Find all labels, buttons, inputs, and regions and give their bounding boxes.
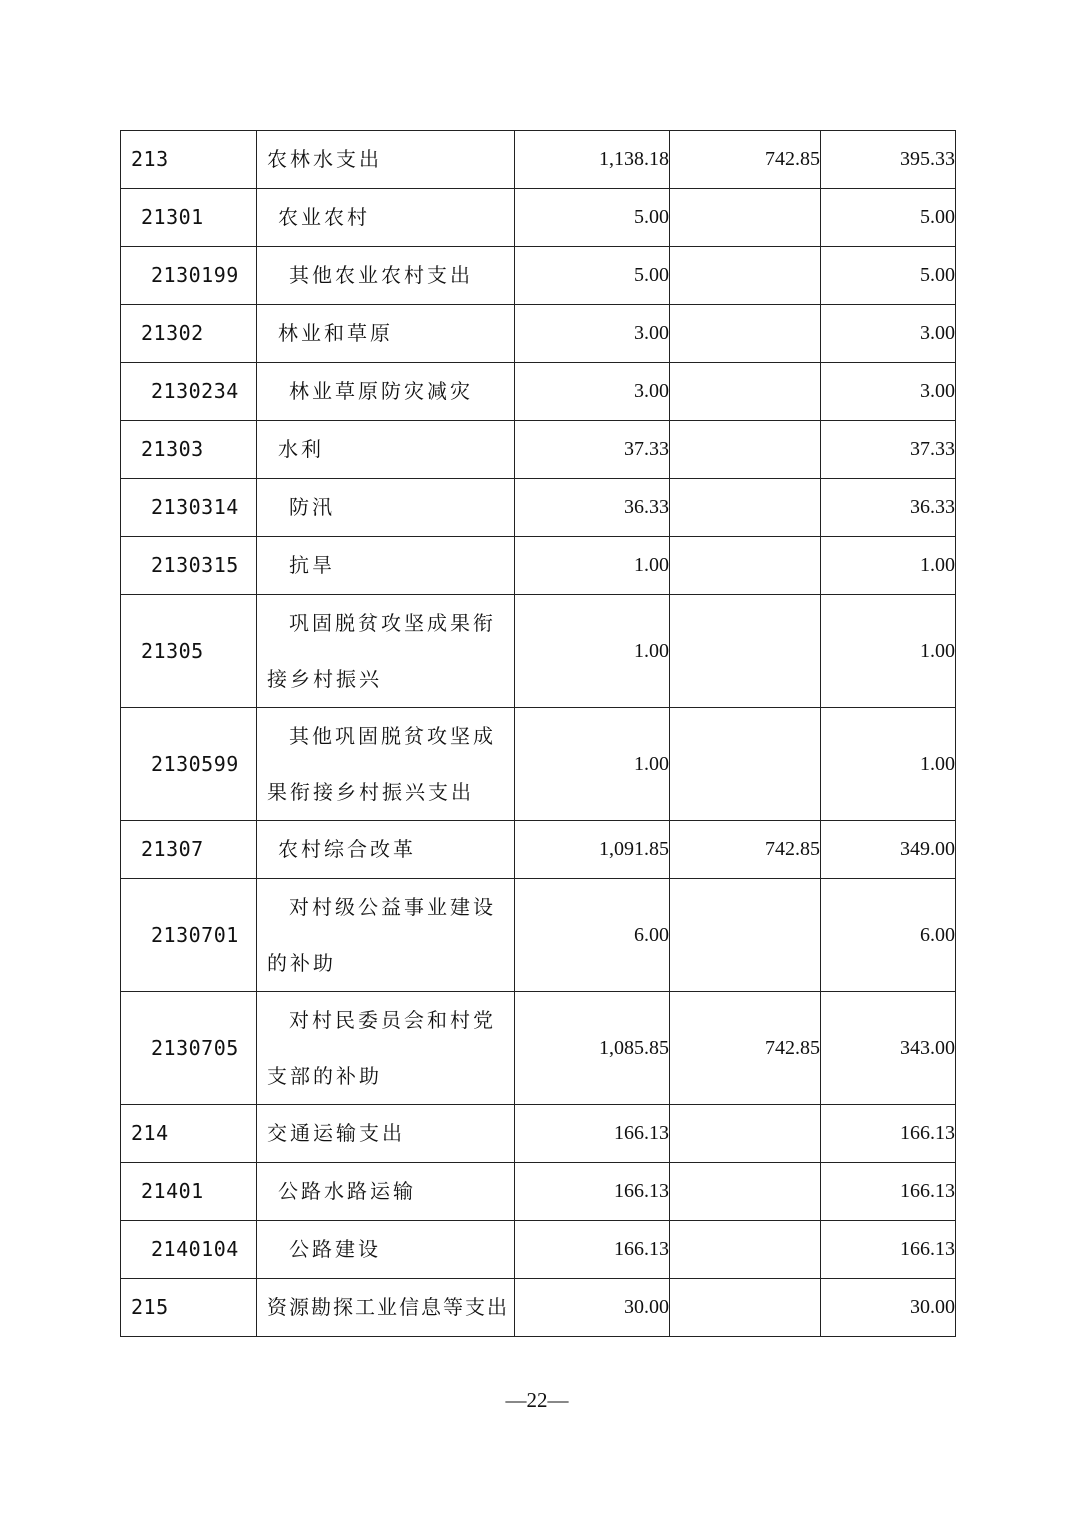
total-amount: 166.13 [515, 1105, 670, 1163]
subject-code: 215 [121, 1279, 257, 1337]
total-amount: 1.00 [515, 708, 670, 821]
basic-amount [670, 421, 821, 479]
project-amount: 36.33 [821, 479, 956, 537]
project-amount: 166.13 [821, 1105, 956, 1163]
table-row [121, 479, 956, 537]
subject-code: 2130599 [121, 708, 257, 821]
basic-amount: 742.85 [670, 131, 821, 189]
basic-amount [670, 537, 821, 595]
subject-code: 21307 [121, 821, 257, 879]
project-amount: 343.00 [821, 992, 956, 1105]
total-amount: 166.13 [515, 1221, 670, 1279]
table-row [121, 189, 956, 247]
basic-amount [670, 189, 821, 247]
subject-code: 21305 [121, 595, 257, 708]
subject-name: 农业农村 [257, 189, 515, 247]
subject-name: 其他农业农村支出 [257, 247, 515, 305]
project-amount: 3.00 [821, 305, 956, 363]
total-amount: 1,091.85 [515, 821, 670, 879]
total-amount: 3.00 [515, 363, 670, 421]
page-number: —22— [505, 1388, 569, 1412]
subject-name [257, 992, 515, 1105]
basic-amount [670, 595, 821, 708]
subject-code: 2130701 [121, 879, 257, 992]
project-amount: 6.00 [821, 879, 956, 992]
table-row [121, 247, 956, 305]
basic-amount: 742.85 [670, 821, 821, 879]
subject-name: 资源勘探工业信息等支出 [257, 1279, 515, 1337]
table-row [121, 1221, 956, 1279]
basic-amount: 742.85 [670, 992, 821, 1105]
basic-amount [670, 1163, 821, 1221]
project-amount: 5.00 [821, 189, 956, 247]
total-amount: 37.33 [515, 421, 670, 479]
project-amount: 349.00 [821, 821, 956, 879]
project-amount: 3.00 [821, 363, 956, 421]
subject-code: 2130314 [121, 479, 257, 537]
basic-amount [670, 305, 821, 363]
subject-name-text: 巩固脱贫攻坚成果衔接乡村振兴 [267, 611, 496, 691]
subject-code: 2130705 [121, 992, 257, 1105]
total-amount: 6.00 [515, 879, 670, 992]
table-row [121, 131, 956, 189]
basic-amount [670, 363, 821, 421]
subject-name [257, 595, 515, 708]
subject-name-text: 对村民委员会和村党支部的补助 [267, 1008, 496, 1088]
project-amount: 30.00 [821, 1279, 956, 1337]
table-row [121, 1279, 956, 1337]
project-amount: 166.13 [821, 1163, 956, 1221]
subject-code: 2140104 [121, 1221, 257, 1279]
table-row [121, 595, 956, 708]
total-amount: 5.00 [515, 247, 670, 305]
subject-code: 21401 [121, 1163, 257, 1221]
table-row [121, 992, 956, 1105]
subject-name [257, 708, 515, 821]
basic-amount [670, 708, 821, 821]
total-amount: 1,085.85 [515, 992, 670, 1105]
total-amount: 1.00 [515, 595, 670, 708]
table-row [121, 1163, 956, 1221]
subject-code: 21302 [121, 305, 257, 363]
total-amount: 30.00 [515, 1279, 670, 1337]
basic-amount [670, 879, 821, 992]
table-row [121, 1105, 956, 1163]
basic-amount [670, 1105, 821, 1163]
project-amount: 1.00 [821, 537, 956, 595]
table-row [121, 537, 956, 595]
subject-name-text: 其他巩固脱贫攻坚成果衔接乡村振兴支出 [267, 724, 496, 804]
subject-name: 农林水支出 [257, 131, 515, 189]
subject-code: 2130315 [121, 537, 257, 595]
basic-amount [670, 1221, 821, 1279]
project-amount: 5.00 [821, 247, 956, 305]
subject-name: 林业和草原 [257, 305, 515, 363]
project-amount: 166.13 [821, 1221, 956, 1279]
subject-code: 213 [121, 131, 257, 189]
subject-name: 林业草原防灾减灾 [257, 363, 515, 421]
table-row [121, 363, 956, 421]
total-amount: 5.00 [515, 189, 670, 247]
subject-code: 21301 [121, 189, 257, 247]
budget-table [120, 130, 956, 1337]
table-row [121, 421, 956, 479]
table-row [121, 708, 956, 821]
project-amount: 1.00 [821, 708, 956, 821]
subject-name: 交通运输支出 [257, 1105, 515, 1163]
subject-name: 水利 [257, 421, 515, 479]
table-row [121, 879, 956, 992]
total-amount: 3.00 [515, 305, 670, 363]
subject-code: 21303 [121, 421, 257, 479]
total-amount: 166.13 [515, 1163, 670, 1221]
subject-code: 214 [121, 1105, 257, 1163]
basic-amount [670, 1279, 821, 1337]
subject-code: 2130234 [121, 363, 257, 421]
subject-code: 2130199 [121, 247, 257, 305]
table-row [121, 305, 956, 363]
subject-name: 农村综合改革 [257, 821, 515, 879]
subject-name: 公路建设 [257, 1221, 515, 1279]
subject-name: 防汛 [257, 479, 515, 537]
project-amount: 395.33 [821, 131, 956, 189]
subject-name-text: 对村级公益事业建设的补助 [267, 895, 496, 975]
project-amount: 37.33 [821, 421, 956, 479]
subject-name: 公路水路运输 [257, 1163, 515, 1221]
total-amount: 1.00 [515, 537, 670, 595]
subject-name: 抗旱 [257, 537, 515, 595]
total-amount: 36.33 [515, 479, 670, 537]
subject-name [257, 879, 515, 992]
project-amount: 1.00 [821, 595, 956, 708]
basic-amount [670, 247, 821, 305]
total-amount: 1,138.18 [515, 131, 670, 189]
basic-amount [670, 479, 821, 537]
table-row [121, 821, 956, 879]
